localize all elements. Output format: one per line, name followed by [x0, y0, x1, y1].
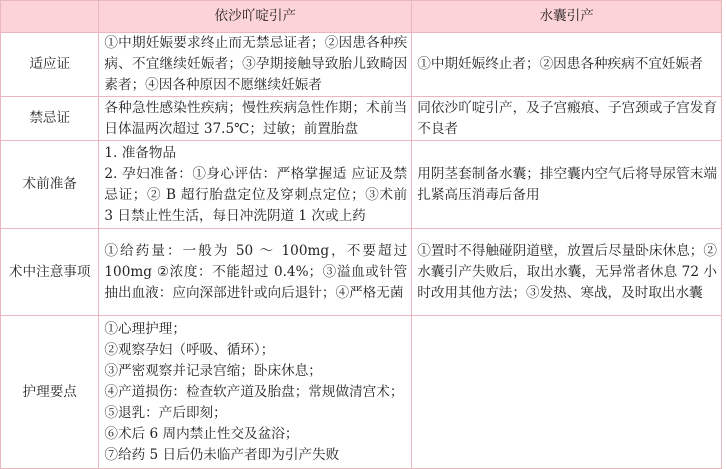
ethacridine-cell [99, 33, 412, 97]
water-bag-cell [412, 33, 722, 97]
water-bag-cell [412, 229, 722, 316]
cell-text: ②观察孕妇（呼吸、循环）； [104, 341, 275, 358]
header-ethacridine: 依沙吖啶引产 [99, 1, 412, 33]
cell-text: ⑤退乳：产后即刻； [104, 404, 227, 421]
cell-text: ①置时不得触碰阴道壁，放置后尽量卧床休息；②水囊引产失败后，取出水囊，无异常者休息 72 小时改用其他方法；③发热、寒战，及时取出水囊 [417, 242, 717, 301]
header-water-bag: 水囊引产 [412, 1, 722, 33]
ethacridine-cell [99, 141, 412, 229]
water-bag-cell [412, 141, 722, 229]
row-label: 适应证 [1, 33, 99, 97]
water-bag-cell [412, 97, 722, 141]
table-row-intraoperative-notes [1, 229, 722, 316]
ethacridine-cell [99, 316, 412, 469]
row-label: 护理要点 [1, 316, 99, 469]
table-row-contraindications [1, 97, 722, 141]
cell-text: 同依沙吖啶引产，及子宫瘢痕、子宫颈或子宫发育不良者 [417, 99, 717, 137]
cell-text: ①给药量：一般为 50 ～ 100mg，不要超过 100mg ②浓度：不能超过 0.4%；③溢血或针管抽出血液：应向深部进针或向后退针；④严格无菌 [104, 242, 408, 301]
water-bag-cell-empty [412, 316, 722, 469]
ethacridine-cell [99, 97, 412, 141]
row-label: 术中注意事项 [1, 229, 99, 316]
cell-text: 各种急性感染性疾病；慢性疾病急性作期；术前当日体温两次超过 37.5℃；过敏；前置胎盘 [104, 99, 408, 137]
cell-text: 1. 准备物品 [104, 144, 177, 161]
row-label: 禁忌证 [1, 97, 99, 141]
table-row-nursing-points [1, 316, 722, 469]
cell-text: ①心理护理； [104, 320, 186, 337]
cell-text: ③严密观察并记录宫缩；卧床休息； [104, 362, 322, 379]
cell-text: ⑥术后 6 周内禁止性交及盆浴； [104, 425, 299, 442]
cell-text: ④产道损伤：检查软产道及胎盘；常规做清宫术； [104, 383, 404, 400]
table-row-preoperative-prep [1, 141, 722, 229]
cell-text: 用阴茎套制备水囊；排空囊内空气后将导尿管末端扎紧高压消毒后备用 [417, 165, 717, 203]
header-empty-cell [1, 1, 99, 33]
row-label: 术前准备 [1, 141, 99, 229]
cell-text: ⑦给药 5 日后仍未临产者即为引产失败 [104, 446, 340, 463]
header-row [1, 1, 722, 33]
ethacridine-cell [99, 229, 412, 316]
table-row-indications [1, 33, 722, 97]
cell-text: 2. 孕妇准备：①身心评估：严格掌握适 应证及禁忌证；② B 超行胎盘定位及穿刺点定位；③术前 3 日禁止性生活，每日冲洗阴道 1 次或上药 [104, 165, 408, 224]
cell-text: ①中期妊娠要求终止而无禁忌证者；②因患各种疾病、不宜继续妊娠者；③孕期接触导致胎儿致畸因素者；④因各种原因不愿继续妊娠者 [104, 35, 408, 93]
cell-text: ①中期妊娠终止者；②因患各种疾病不宜妊娠者 [417, 56, 703, 72]
